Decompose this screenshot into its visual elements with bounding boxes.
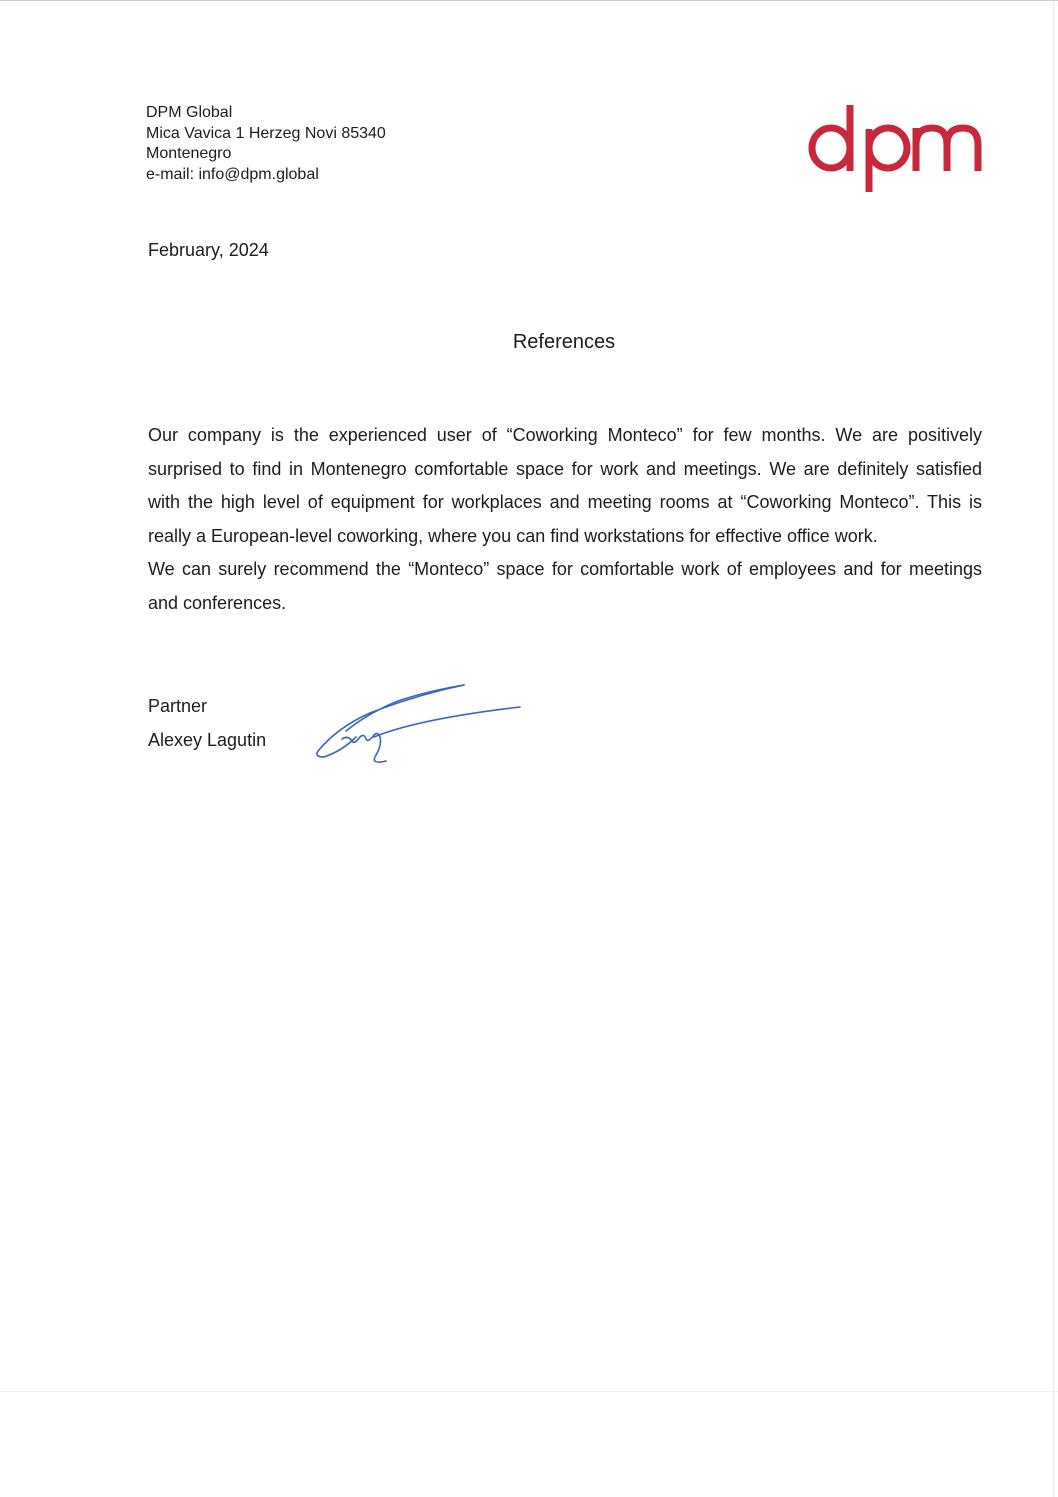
body-paragraph-2: We can surely recommend the “Monteco” space for comfortable work of employees and for meetings and conferences. <box>148 559 982 613</box>
handwritten-signature <box>308 679 528 771</box>
signoff-name: Alexey Lagutin <box>148 730 267 750</box>
scan-artifact-line <box>0 1391 1058 1392</box>
sender-address: Mica Vavica 1 Herzeg Novi 85340 <box>146 124 386 142</box>
letter-body <box>148 419 982 621</box>
letter-title: References <box>512 331 616 353</box>
sender-company: DPM Global <box>146 104 233 121</box>
sender-country: Montenegro <box>146 145 232 162</box>
sender-email: e-mail: info@dpm.global <box>146 165 319 183</box>
signoff-block <box>148 689 266 757</box>
sender-address-block <box>146 103 386 185</box>
signoff-position: Partner <box>148 696 208 716</box>
scan-edge <box>1053 1 1054 1497</box>
letter-date: February, 2024 <box>148 240 269 260</box>
body-paragraph-1: Our company is the experienced user of “Coworking Monteco” for few months. We are positively surprised to find in Montenegro comfortable space for work and meetings. We are definitely satisfied with the high level of equipment for workplaces and meeting rooms at “Coworking Monteco”. This is really a European-level coworking, where you can find workstations for effective office work. <box>148 425 982 546</box>
dpm-logo <box>806 101 986 197</box>
